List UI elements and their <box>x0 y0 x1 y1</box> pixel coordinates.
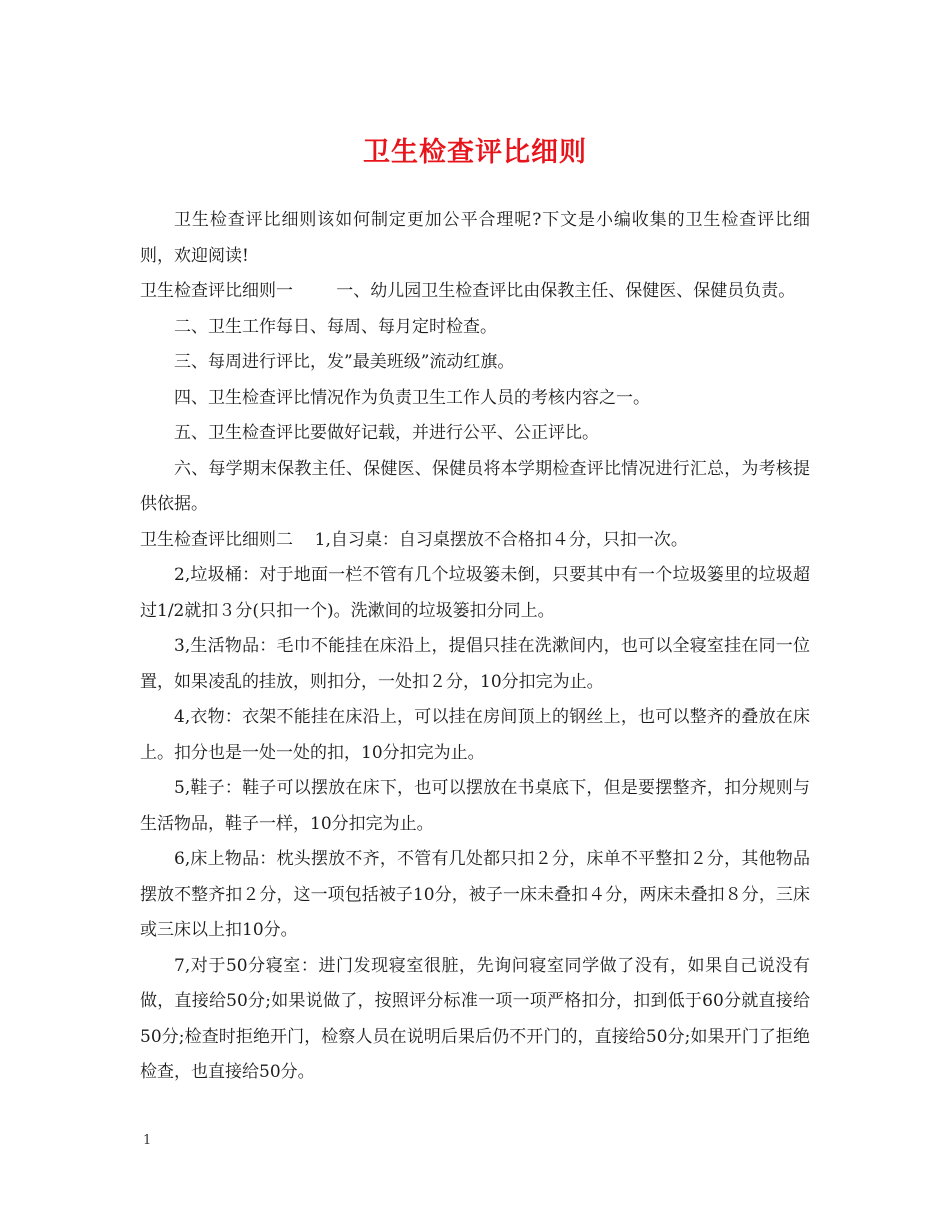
section-1-item-3: 三、每周进行评比，发”最美班级”流动红旗。 <box>174 352 515 372</box>
intro-paragraph: 卫生检查评比细则该如何制定更加公平合理呢?下文是小编收集的卫生检查评比细则，欢迎阅读! <box>140 210 810 266</box>
document-body <box>140 203 810 1091</box>
section-1-item-6: 六、每学期末保教主任、保健医、保健员将本学期检查评比情况进行汇总，为考核提供依据。 <box>140 458 810 514</box>
section-1-item-2: 二、卫生工作每日、每周、每月定时检查。 <box>174 316 497 337</box>
page-number: 1 <box>143 1133 152 1148</box>
section-2-item-4: 4,衣物：衣架不能挂在床沿上，可以挂在房间顶上的钢丝上，也可以整齐的叠放在床上。扣分也是一处一处的扣，10分扣完为止。 <box>140 707 810 763</box>
section-2-item-3: 3,生活物品：毛巾不能挂在床沿上，提倡只挂在洗漱间内，也可以全寝室挂在同一位置，如果凌乱的挂放，则扣分，一处扣２分，10分扣完为止。 <box>140 636 810 692</box>
section-2-item-5: 5,鞋子：鞋子可以摆放在床下，也可以摆放在书桌底下，但是要摆整齐，扣分规则与生活物品，鞋子一样，10分扣完为止。 <box>140 778 810 834</box>
section-1-first-paragraph <box>140 274 810 310</box>
section-2-heading: 卫生检查评比细则二 <box>140 529 293 550</box>
section-1-item-5: 五、卫生检查评比要做好记载，并进行公平、公正评比。 <box>174 423 599 443</box>
heading-gap <box>293 281 336 301</box>
section-2-first-paragraph <box>140 523 810 559</box>
section-2-item-6: 6,床上物品：枕头摆放不齐，不管有几处都只扣２分，床单不平整扣２分，其他物品摆放不整齐扣２分，这一项包括被子10分，被子一床未叠扣４分，两床未叠扣８分，三床或三床以上扣10分。 <box>140 849 810 940</box>
section-2-item-2: 2,垃圾桶：对于地面一栏不管有几个垃圾篓未倒，只要其中有一个垃圾篓里的垃圾超过1/2就扣３分(只扣一个)。洗漱间的垃圾篓扣分同上。 <box>140 565 810 621</box>
document-title: 卫生检查评比细则 <box>363 137 587 168</box>
section-2-item-7: 7,对于50分寝室：进门发现寝室很脏，先询问寝室同学做了没有，如果自己说没有做，直接给50分;如果说做了，按照评分标准一项一项严格扣分，扣到低于60分就直接给50分;检查时拒绝开门，检察人员在说明后果后仍不开门的，直接给50分;如果开门了拒绝检查，也直接给50分。 <box>140 955 810 1082</box>
section-1-heading: 卫生检查评比细则一 <box>140 281 293 301</box>
section-2-item-1: 1,自习桌：自习桌摆放不合格扣４分，只扣一次。 <box>314 529 688 550</box>
heading-gap <box>293 530 315 550</box>
section-1-item-4: 四、卫生检查评比情况作为负责卫生工作人员的考核内容之一。 <box>174 387 650 408</box>
section-1-item-1: 一、幼儿园卫生检查评比由保教主任、保健医、保健员负责。 <box>336 281 796 301</box>
